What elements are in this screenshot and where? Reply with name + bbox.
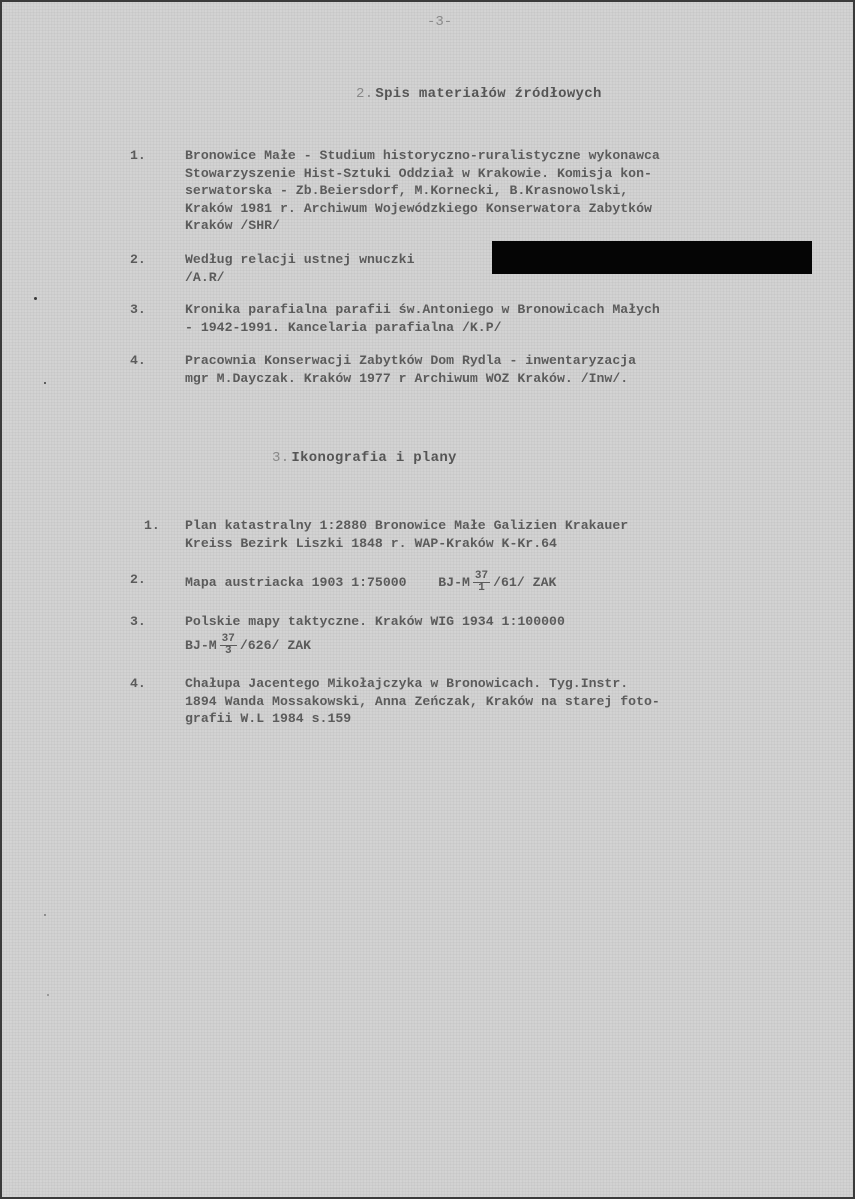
shelfmark-fraction [473,571,490,594]
section-number: 2. [356,86,374,102]
entry-number: 1. [130,148,146,163]
entry-text [185,571,825,594]
entry-number: 3. [130,302,146,317]
section-title-text: Ikonografia i plany [291,450,457,466]
entry-text: Plan katastralny 1:2880 Bronowice Małe Galizien Krakauer Kreiss Bezirk Liszki 1848 r. WAP-Kraków K-Kr.64 [185,518,629,551]
entry-text: Chałupa Jacentego Mikołajczyka w Bronowicach. Tyg.Instr. 1894 Wanda Mossakowski, Anna Zeńczak, Kraków na starej foto- grafii W.L 1984 s.159 [185,676,660,726]
entry-number: 2. [130,252,146,267]
shelfmark-fraction [220,634,237,657]
entry-line [185,634,825,657]
entry-text [185,613,825,657]
entry-number: 4. [130,353,146,368]
entry-number: 4. [130,676,146,691]
entry-text: Kronika parafialna parafii św.Antoniego w Bronowicach Małych - 1942-1991. Kancelaria parafialna /K.P/ [185,302,660,335]
entry-number: 1. [144,518,160,533]
scan-speck [34,297,37,300]
fraction-numerator: 37 [221,632,235,645]
entry-number: 2. [130,572,146,587]
section-title-text: Spis materiałów źródłowych [375,86,602,102]
fraction-numerator: 37 [474,570,489,582]
entry-line: Polskie mapy taktyczne. Kraków WIG 1934 1:100000 [185,614,565,629]
entry-text-after: /61/ ZAK [493,574,557,590]
entry-text-after: /626/ ZAK [239,637,312,653]
scan-speck [44,382,46,384]
entry-text-before: Mapa austriacka 1903 1:75000 BJ-M [185,574,470,590]
scan-speck [44,914,46,916]
entry-text: Bronowice Małe - Studium historyczno-ruralistyczne wykonawca Stowarzyszenie Hist-Sztuki Oddział w Krakowie. Komisja kon- serwatorska - Zb.Beiersdorf, M.Kornecki, B.Krasnowolski, Kraków 1981 r. Archiwum Wojewódzkiego Konserwatora Zabytków Kraków /SHR/ [185,148,660,233]
section-title-sources [356,86,602,102]
fraction-denominator: 1 [478,582,485,594]
entry-number: 3. [130,614,146,629]
section-title-iconography [272,450,457,466]
entry-text: Według relacji ustnej wnuczki /A.R/ [185,252,415,285]
section-number: 3. [272,450,290,466]
page-number: -3- [427,14,453,30]
fraction-denominator: 3 [224,644,232,657]
entry-text-before: BJ-M [185,637,217,653]
entry-text: Pracownia Konserwacji Zabytków Dom Rydla - inwentaryzacja mgr M.Dayczak. Kraków 1977 r Archiwum WOZ Kraków. /Inw/. [185,353,637,386]
redaction-block [492,241,812,274]
scan-speck [47,994,49,996]
